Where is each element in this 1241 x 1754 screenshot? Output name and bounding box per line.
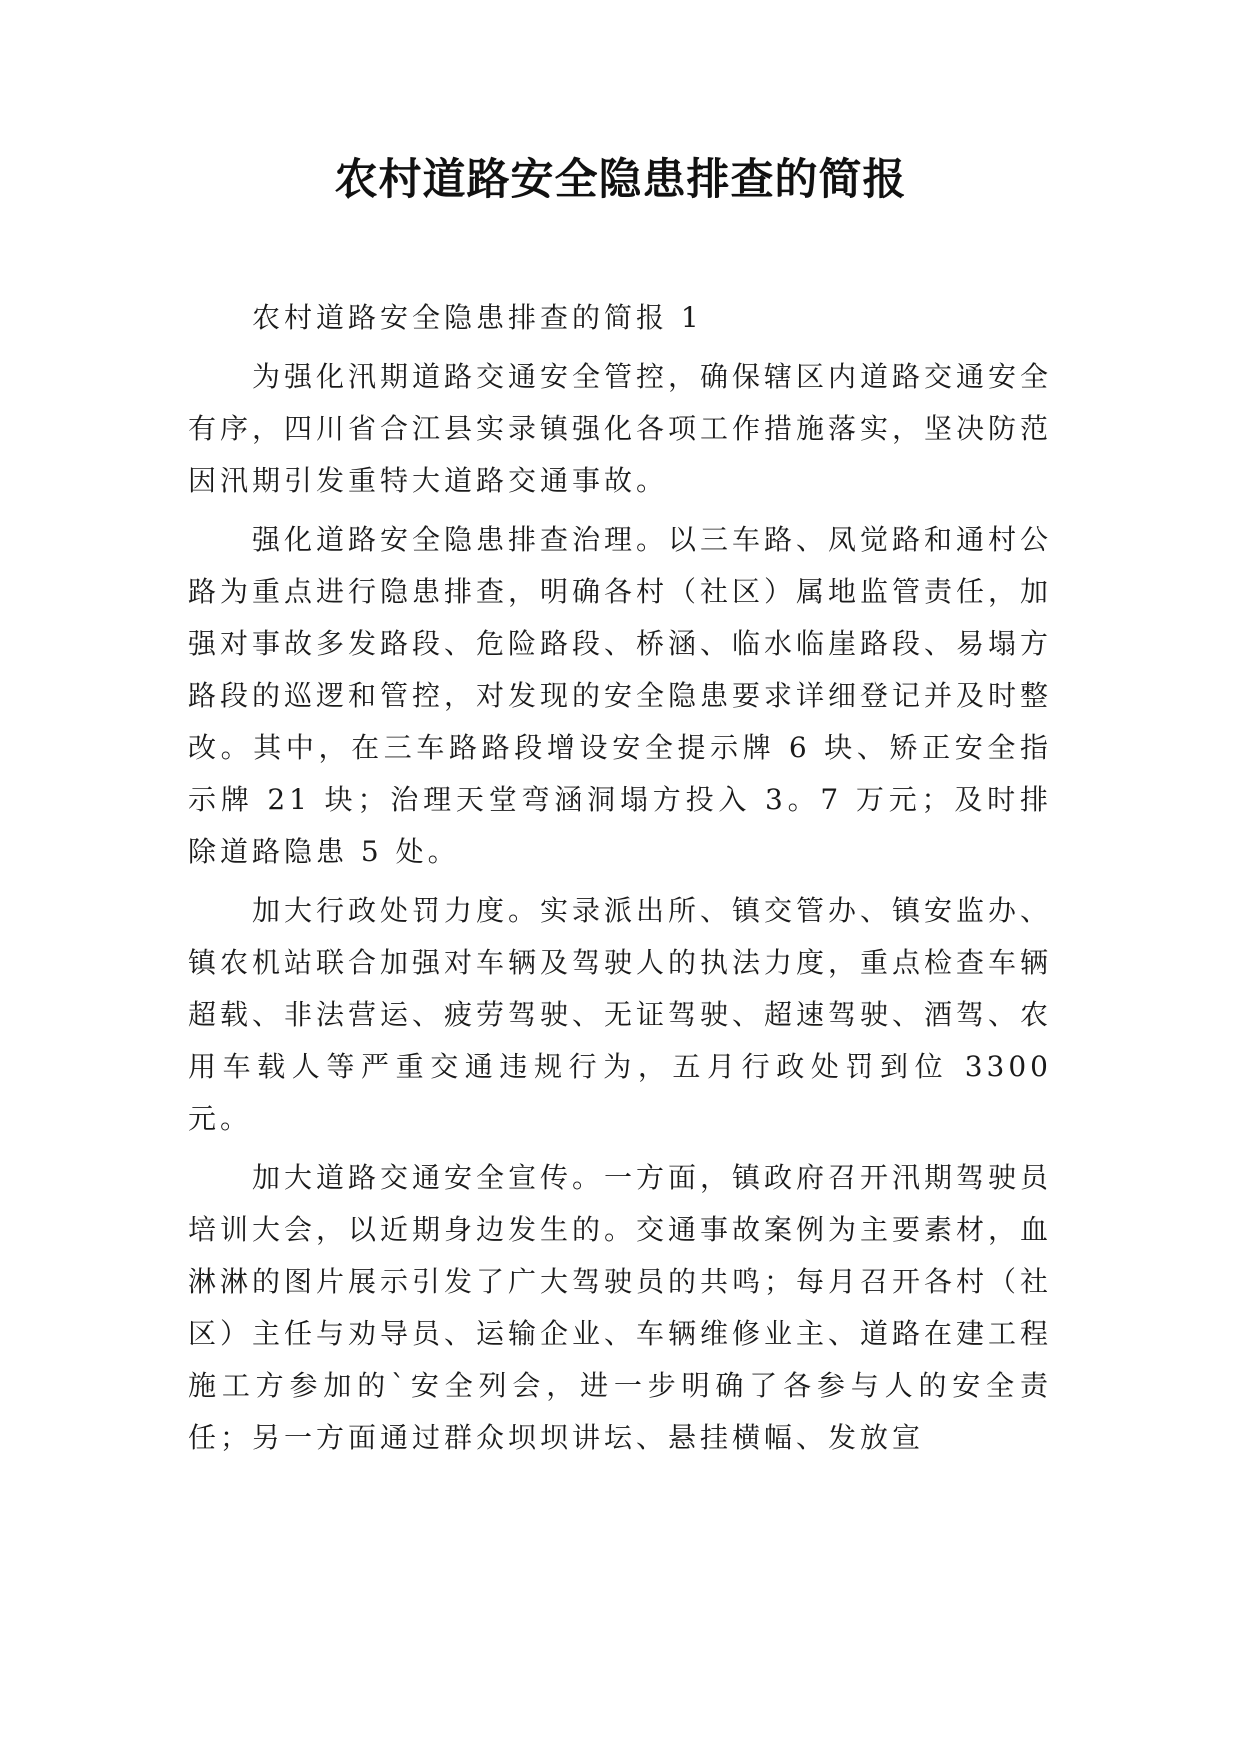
- document-body: [188, 292, 1052, 1464]
- paragraph-hazard-inspection: 强化道路安全隐患排查治理。以三车路、凤觉路和通村公路为重点进行隐患排查，明确各村（社区）属地监管责任，加强对事故多发路段、危险路段、桥涵、临水临崖路段、易塌方路段的巡逻和管控，对发现的安全隐患要求详细登记并及时整改。其中，在三车路路段增设安全提示牌 6 块、矫正安全指示牌 21 块；治理天堂弯涵洞塌方投入 3。7 万元；及时排除道路隐患 5 处。: [188, 523, 1053, 868]
- document-title: 农村道路安全隐患排查的简报: [334, 155, 907, 205]
- document-subtitle: 农村道路安全隐患排查的简报 1: [252, 301, 703, 334]
- paragraph-safety-publicity: 加大道路交通安全宣传。一方面，镇政府召开汛期驾驶员培训大会，以近期身边发生的。交通事故案例为主要素材，血淋淋的图片展示引发了广大驾驶员的共鸣；每月召开各村（社区）主任与劝导员、运输企业、车辆维修业主、道路在建工程施工方参加的`安全列会，进一步明确了各参与人的安全责任；另一方面通过群众坝坝讲坛、悬挂横幅、发放宣: [188, 1161, 1053, 1454]
- paragraph-administrative-penalty: 加大行政处罚力度。实录派出所、镇交管办、镇安监办、镇农机站联合加强对车辆及驾驶人的执法力度，重点检查车辆超载、非法营运、疲劳驾驶、无证驾驶、超速驾驶、酒驾、农用车载人等严重交通违规行为，五月行政处罚到位 3300 元。: [188, 894, 1053, 1135]
- paragraph-intro: 为强化汛期道路交通安全管控，确保辖区内道路交通安全有序，四川省合江县实录镇强化各项工作措施落实，坚决防范因汛期引发重特大道路交通事故。: [188, 360, 1053, 497]
